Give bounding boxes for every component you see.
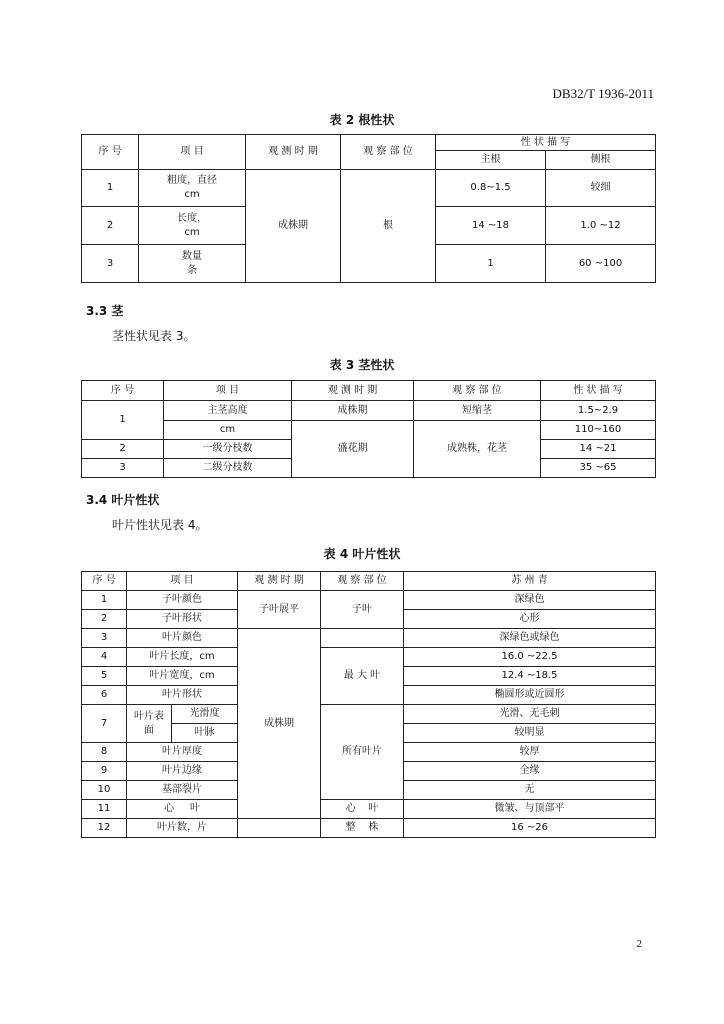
desc-value: 全缘 (404, 762, 656, 781)
page-number: 2 (636, 938, 642, 950)
desc-value: 深绿色或绿色 (404, 629, 656, 648)
row-no: 2 (82, 207, 139, 245)
header-desc: 性 状 描 写 (541, 381, 656, 401)
row-item: 长度， cm (139, 207, 246, 245)
row-no: 4 (82, 648, 127, 667)
row-no: 8 (82, 743, 127, 762)
part-cell: 子叶 (321, 591, 404, 629)
table-3-caption: 表 3 茎性状 (329, 358, 395, 372)
table-4-caption: 表 4 叶片性状 (323, 547, 401, 561)
row-no: 5 (82, 667, 127, 686)
row-no: 1 (82, 170, 139, 207)
desc-value: 深绿色 (404, 591, 656, 610)
main-value: 14 ~18 (436, 207, 546, 245)
lateral-value: 60 ~100 (546, 245, 656, 283)
standard-code: DB32/T 1936-2011 (552, 86, 654, 101)
header-lateral-root: 侧根 (546, 151, 656, 170)
part-cell: 最 大 叶 (321, 648, 404, 705)
header-item: 项 目 (164, 381, 292, 401)
row-no: 12 (82, 819, 127, 838)
row-item: 光滑度 (172, 705, 238, 724)
part-cell (321, 629, 404, 648)
row-no: 1 (82, 591, 127, 610)
row-item-unit: cm (164, 421, 292, 440)
desc-value: 16.0 ~22.5 (404, 648, 656, 667)
desc-value: 无 (404, 781, 656, 800)
header-main-root: 主根 (436, 151, 546, 170)
desc-value: 12.4 ~18.5 (404, 667, 656, 686)
row-item: 叶片厚度 (127, 743, 238, 762)
part-cell: 成熟株，花茎 (414, 421, 541, 478)
row-item: 叶片长度，cm (127, 648, 238, 667)
header-seq: 序 号 (82, 135, 139, 170)
part-cell: 所有叶片 (321, 705, 404, 800)
section-3-4-text: 叶片性状见表 4。 (112, 518, 208, 532)
row-item: 叶脉 (172, 724, 238, 743)
row-item: 叶片形状 (127, 686, 238, 705)
section-3-4-title: 3.4 叶片性状 (86, 493, 160, 507)
row-no: 2 (82, 610, 127, 629)
header-desc: 性 状 描 写 (436, 135, 656, 151)
row-no: 3 (82, 459, 164, 478)
section-3-3-title: 3.3 茎 (86, 304, 124, 318)
header-time: 观 测 时 期 (238, 572, 321, 591)
time-cell: 成株期 (246, 170, 341, 283)
desc-value: 光滑、无毛刺 (404, 705, 656, 724)
desc-value: 较厚 (404, 743, 656, 762)
main-value: 0.8~1.5 (436, 170, 546, 207)
part-cell: 根 (341, 170, 436, 283)
row-no: 2 (82, 440, 164, 459)
part-cell: 心 叶 (321, 800, 404, 819)
row-item: 叶片边缘 (127, 762, 238, 781)
time-cell: 成株期 (238, 629, 321, 819)
header-part: 观 察 部 位 (414, 381, 541, 401)
header-item: 项 目 (127, 572, 238, 591)
header-item: 项 目 (139, 135, 246, 170)
row-item: 子叶形状 (127, 610, 238, 629)
time-cell (238, 819, 321, 838)
part-cell: 短缩茎 (414, 401, 541, 421)
lateral-value: 1.0 ~12 (546, 207, 656, 245)
row-no: 9 (82, 762, 127, 781)
row-item: 叶片宽度，cm (127, 667, 238, 686)
main-value: 1 (436, 245, 546, 283)
desc-value: 心形 (404, 610, 656, 629)
row-group: 叶片表面 (127, 705, 172, 743)
row-item: 子叶颜色 (127, 591, 238, 610)
row-item: 数量 条 (139, 245, 246, 283)
row-no: 10 (82, 781, 127, 800)
table-4 (81, 571, 656, 838)
desc-value: 1.5~2.9 (541, 401, 656, 421)
header-time: 观 测 时 期 (292, 381, 414, 401)
header-seq: 序 号 (82, 572, 127, 591)
section-3-3-text: 茎性状见表 3。 (112, 329, 196, 343)
desc-value: 16 ~26 (404, 819, 656, 838)
time-cell: 成株期 (292, 401, 414, 421)
table-2 (81, 134, 656, 283)
row-no: 7 (82, 705, 127, 743)
desc-value: 椭圆形或近圆形 (404, 686, 656, 705)
row-no: 11 (82, 800, 127, 819)
row-item: 叶片数，片 (127, 819, 238, 838)
time-cell: 盛花期 (292, 421, 414, 478)
row-item: 主茎高度 (164, 401, 292, 421)
header-seq: 序 号 (82, 381, 164, 401)
row-no: 1 (82, 401, 164, 440)
row-item: 心 叶 (127, 800, 238, 819)
row-item: 一级分枝数 (164, 440, 292, 459)
table-3 (81, 380, 656, 478)
row-item: 粗度，直径 cm (139, 170, 246, 207)
row-item: 叶片颜色 (127, 629, 238, 648)
row-item: 二级分枝数 (164, 459, 292, 478)
header-time: 观 测 时 期 (246, 135, 341, 170)
desc-value: 110~160 (541, 421, 656, 440)
header-desc: 苏 州 青 (404, 572, 656, 591)
part-cell: 整 株 (321, 819, 404, 838)
desc-value: 35 ~65 (541, 459, 656, 478)
lateral-value: 较细 (546, 170, 656, 207)
row-no: 3 (82, 629, 127, 648)
desc-value: 微皱、与顶部平 (404, 800, 656, 819)
desc-value: 14 ~21 (541, 440, 656, 459)
row-no: 6 (82, 686, 127, 705)
row-item: 基部裂片 (127, 781, 238, 800)
header-part: 观 察 部 位 (341, 135, 436, 170)
desc-value: 较明显 (404, 724, 656, 743)
header-part: 观 察 部 位 (321, 572, 404, 591)
row-no: 3 (82, 245, 139, 283)
table-2-caption: 表 2 根性状 (329, 113, 395, 127)
time-cell: 子叶展平 (238, 591, 321, 629)
